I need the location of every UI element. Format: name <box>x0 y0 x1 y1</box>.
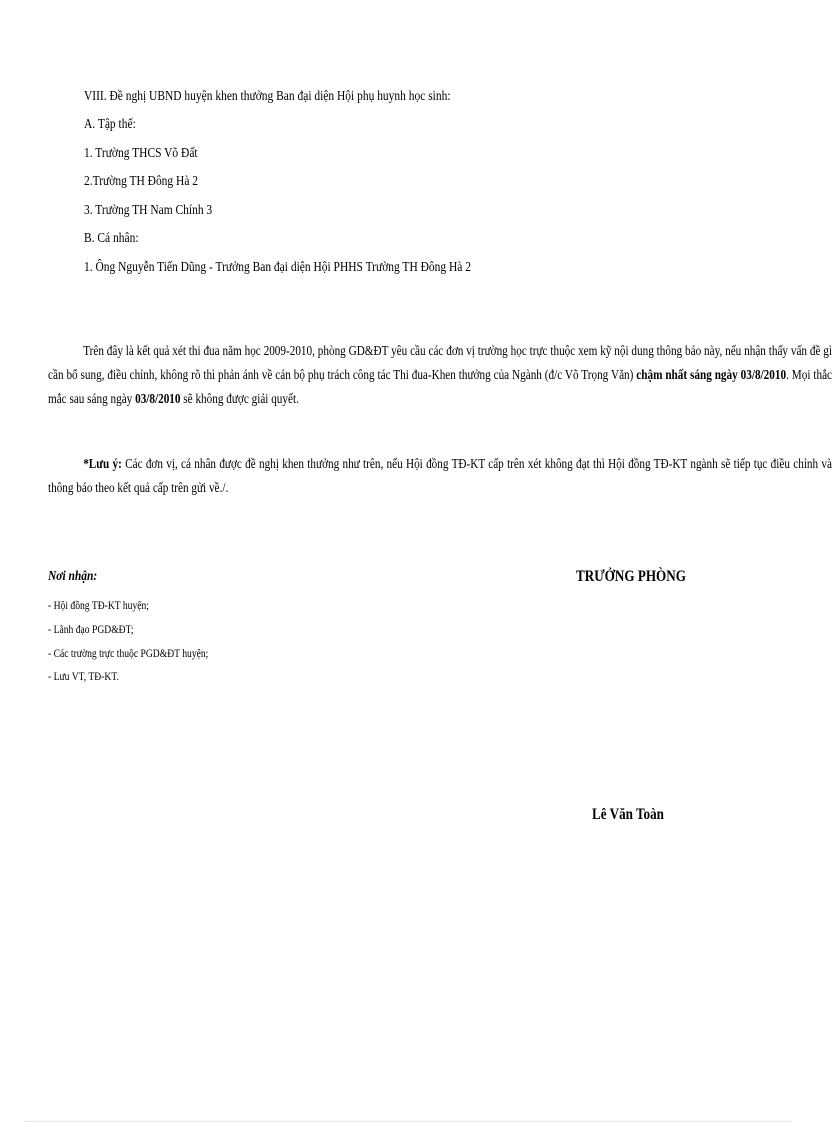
notice-date: 03/8/2010 <box>135 392 181 407</box>
recipient-item: - Lãnh đạo PGD&ĐT; <box>48 622 134 636</box>
recipient-item: - Lưu VT, TĐ-KT. <box>48 669 119 683</box>
notice-text: . Mọi thắc mắc sau sáng ngày <box>48 368 832 407</box>
signature-position: TRƯỞNG PHÒNG <box>576 568 686 585</box>
section-heading: VIII. Đề nghị UBND huyện khen thưởng Ban đại diện Hội phụ huynh học sinh: <box>84 89 451 104</box>
note-label: *Lưu ý: <box>83 457 122 472</box>
note-text: Các đơn vị, cá nhân được đề nghị khen thưởng như trên, nếu Hội đồng TĐ-KT cấp trên xét không đạt thì Hội đồng TĐ-KT ngành sẽ tiếp tục điều chỉnh và thông báo theo kết quả cấp trên gửi về./. <box>48 457 832 496</box>
recipient-item: - Hội đồng TĐ-KT huyện; <box>48 598 149 612</box>
recipient-item: - Các trường trực thuộc PGD&ĐT huyện; <box>48 646 209 660</box>
signature-name: Lê Văn Toàn <box>592 806 664 823</box>
recipients-title: Nơi nhận: <box>48 569 98 584</box>
notice-deadline: chậm nhất sáng ngày 03/8/2010 <box>636 368 787 383</box>
group-b-title: B. Cá nhân: <box>84 231 139 246</box>
group-a-title: A. Tập thể: <box>84 117 136 132</box>
group-a-item: 2.Trường TH Đông Hà 2 <box>84 174 199 189</box>
group-a-item: 1. Trường THCS Võ Đất <box>84 146 198 161</box>
notice-text: Trên đây là kết quả xét thi đua năm học 2009-2010, phòng GD&ĐT yêu cầu các đơn vị trường học trực thuộc xem kỹ nội dung thông báo này, nếu nhận thấy vấn đề gì cần bổ sung, điều chỉnh, không rõ thì phản ánh về cán bộ phụ trách công tác Thi đua-Khen thưởng của Ngành (đ/c Võ Trọng Văn) <box>48 344 832 383</box>
note-paragraph <box>48 453 832 501</box>
notice-paragraph <box>48 340 832 412</box>
group-a-item: 3. Trường TH Nam Chính 3 <box>84 203 213 218</box>
group-b-item: 1. Ông Nguyễn Tiến Dũng - Trưởng Ban đại diện Hội PHHS Trường TH Đông Hà 2 <box>84 260 471 275</box>
page-bottom-divider <box>24 1121 792 1122</box>
notice-text: sẽ không được giải quyết. <box>180 392 299 407</box>
